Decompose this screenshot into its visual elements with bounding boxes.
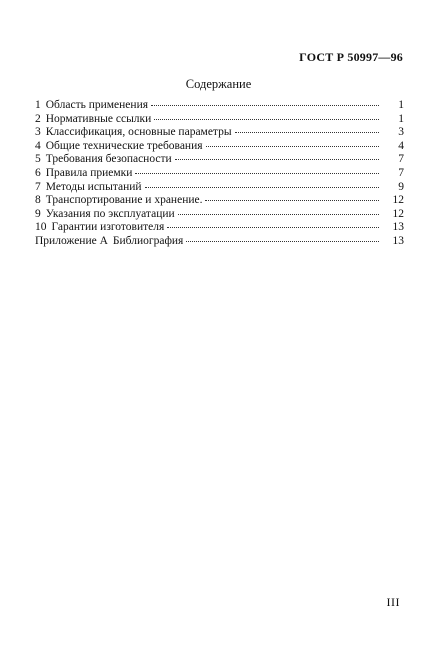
- toc-item-label: Библиография: [112, 234, 184, 247]
- toc-leader-dots: [154, 118, 379, 120]
- toc-item-number: 5: [35, 153, 41, 166]
- toc-item-page: 1: [398, 99, 404, 111]
- toc-item-page: 13: [392, 221, 404, 234]
- toc-item-10[interactable]: [35, 221, 404, 235]
- toc-item-3[interactable]: [35, 126, 404, 140]
- toc-item-number: Приложение А: [35, 234, 108, 247]
- toc-item-label: Общие технические требования: [45, 139, 203, 152]
- toc-leader-dots: [235, 131, 379, 133]
- toc-item-appendix-a[interactable]: [35, 235, 404, 249]
- toc-item-page: 7: [398, 153, 404, 166]
- toc-item-8[interactable]: [35, 194, 404, 208]
- toc-item-label: Правила приемки: [45, 166, 133, 179]
- toc-item-number: 6: [35, 166, 41, 179]
- toc-leader-dots: [175, 158, 379, 160]
- toc-item-number: 2: [35, 112, 41, 125]
- toc-item-number: 10: [35, 221, 47, 234]
- toc-item-number: 8: [35, 194, 41, 207]
- toc-item-label: Указания по эксплуатации: [45, 207, 175, 220]
- toc-leader-dots: [205, 199, 379, 201]
- toc-item-number: 3: [35, 126, 41, 139]
- toc-leader-dots: [135, 172, 379, 174]
- toc-item-5[interactable]: [35, 153, 404, 167]
- toc-item-1[interactable]: [35, 99, 404, 113]
- toc-item-label: Методы испытаний: [45, 180, 142, 193]
- toc-item-number: 7: [35, 180, 41, 193]
- toc-item-page: 4: [398, 139, 404, 152]
- toc-item-4[interactable]: [35, 140, 404, 154]
- standard-code: ГОСТ Р 50997—96: [299, 50, 403, 64]
- toc-leader-dots: [186, 240, 379, 242]
- toc-item-label: Гарантии изготовителя: [51, 221, 165, 234]
- toc-item-page: 3: [398, 126, 404, 139]
- toc-item-label: Нормативные ссылки: [45, 112, 152, 125]
- toc-item-page: 9: [398, 180, 404, 193]
- toc-item-2[interactable]: [35, 113, 404, 127]
- toc-leader-dots: [178, 213, 379, 215]
- toc-item-page: 12: [392, 207, 404, 220]
- toc-item-label: Требования безопасности: [45, 153, 172, 166]
- toc-leader-dots: [167, 226, 379, 228]
- toc-title: Содержание: [185, 77, 252, 91]
- page-number: III: [386, 595, 400, 609]
- toc-item-number: 9: [35, 207, 41, 220]
- toc-leader-dots: [151, 104, 379, 106]
- toc-item-number: 4: [35, 139, 41, 152]
- toc-item-page: 7: [398, 166, 404, 179]
- toc-leader-dots: [145, 186, 379, 188]
- toc-item-label: Классификация, основные параметры: [45, 126, 232, 139]
- toc-item-page: 12: [392, 194, 404, 207]
- toc-item-6[interactable]: [35, 167, 404, 181]
- table-of-contents: [35, 99, 404, 249]
- toc-item-label: Транспортирование и хранение.: [45, 194, 203, 207]
- toc-item-7[interactable]: [35, 181, 404, 195]
- toc-item-page: 1: [398, 112, 404, 125]
- toc-item-label: Область применения: [45, 99, 149, 111]
- toc-leader-dots: [206, 145, 379, 147]
- toc-item-page: 13: [392, 234, 404, 247]
- toc-item-number: 1: [35, 99, 41, 111]
- toc-item-9[interactable]: [35, 208, 404, 222]
